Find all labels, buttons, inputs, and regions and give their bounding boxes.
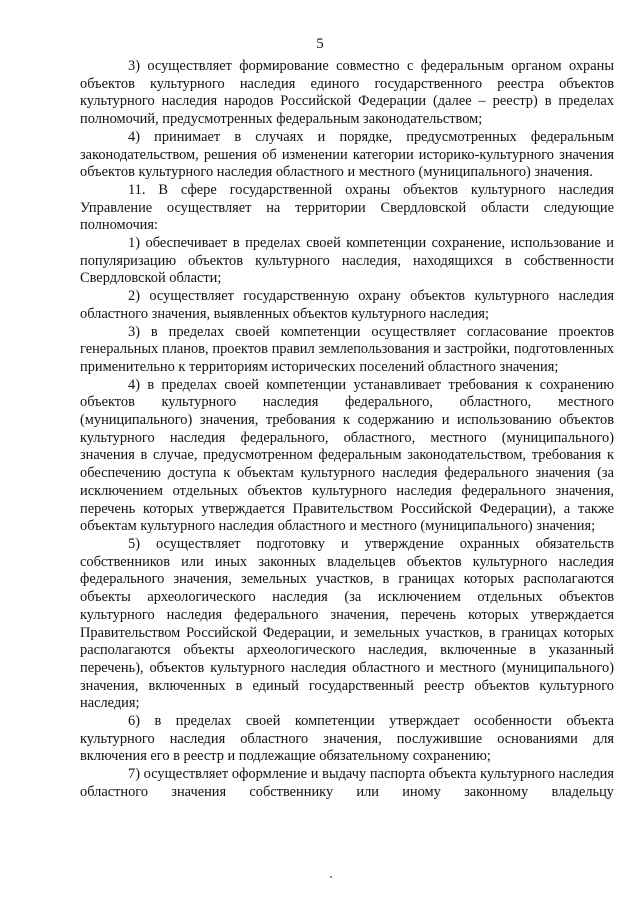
paragraph-item-7-passport-issuance: 7) осуществляет оформление и выдачу паспорта объекта культурного наследия областного значения собственнику или иному законному владельцу <box>80 766 614 800</box>
paragraph-item-3-plan-approval: 3) в пределах своей компетенции осуществляет согласование проектов генеральных планов, проектов правил землепользования и застройки, подготовленных применительно к территориям исторических поселений областного значения; <box>80 323 614 375</box>
paragraph-item-6-object-features: 6) в пределах своей компетенции утверждает особенности объекта культурного наследия областного значения, послужившие основаниями для включения его в реестр и подлежащие обязательному сохранению; <box>80 713 614 765</box>
paragraph-item-2-state-protection: 2) осуществляет государственную охрану объектов культурного наследия областного значения, выявленных объектов культурного наследия; <box>80 288 614 322</box>
document-body <box>80 58 614 802</box>
paragraph-section-11-intro: 11. В сфере государственной охраны объектов культурного наследия Управление осуществляет на территории Свердловской области следующие полномочия: <box>80 181 614 234</box>
paragraph-item-5-protection-obligations: 5) осуществляет подготовку и утверждение охранных обязательств собственников или иных законных владельцев объектов культурного наследия федерального значения, земельных участков, в границах которых располагаются объекты археологического наследия (за исключением отдельных объектов культурного наследия федерального значения, перечень которых утверждается Правительством Российской Федерации, и земельных участков, в границах которых располагаются объекты археологического наследия, включенные в указанный перечень), объектов культурного наследия областного и местного (муниципального) значения, включенных в единый государственный реестр объектов культурного наследия; <box>80 535 614 712</box>
scan-artifact-dot <box>330 876 332 878</box>
paragraph-item-3-formation-registry: 3) осуществляет формирование совместно с федеральным органом охраны объектов культурного наследия единого государственного реестра объектов культурного наследия народов Российской Федерации (далее – реестр) в пределах полномочий, предусмотренных федеральным законодательством; <box>80 58 614 128</box>
paragraph-item-1-preservation: 1) обеспечивает в пределах своей компетенции сохранение, использование и популяризацию объектов культурного наследия, находящихся в собственности Свердловской области; <box>80 235 614 287</box>
paragraph-item-4-category-change: 4) принимает в случаях и порядке, предусмотренных федеральным законодательством, решения об изменении категории историко-культурного значения объектов культурного наследия областного и местного (муниципального) значения. <box>80 128 614 181</box>
paragraph-item-4-requirements: 4) в пределах своей компетенции устанавливает требования к сохранению объектов культурного наследия федерального, областного, местного (муниципального) значения, требования к содержанию и использованию объектов культурного наследия федерального, областного, местного (муниципального) значения в случае, предусмотренном федеральным законодательством, требования к обеспечению доступа к объектам культурного наследия федерального значения (за исключением отдельных объектов культурного наследия федерального значения, перечень которых утверждается Правительством Российской Федерации), а также объектам культурного наследия областного и местного (муниципального) значения; <box>80 376 614 535</box>
page-number: 5 <box>316 36 324 52</box>
